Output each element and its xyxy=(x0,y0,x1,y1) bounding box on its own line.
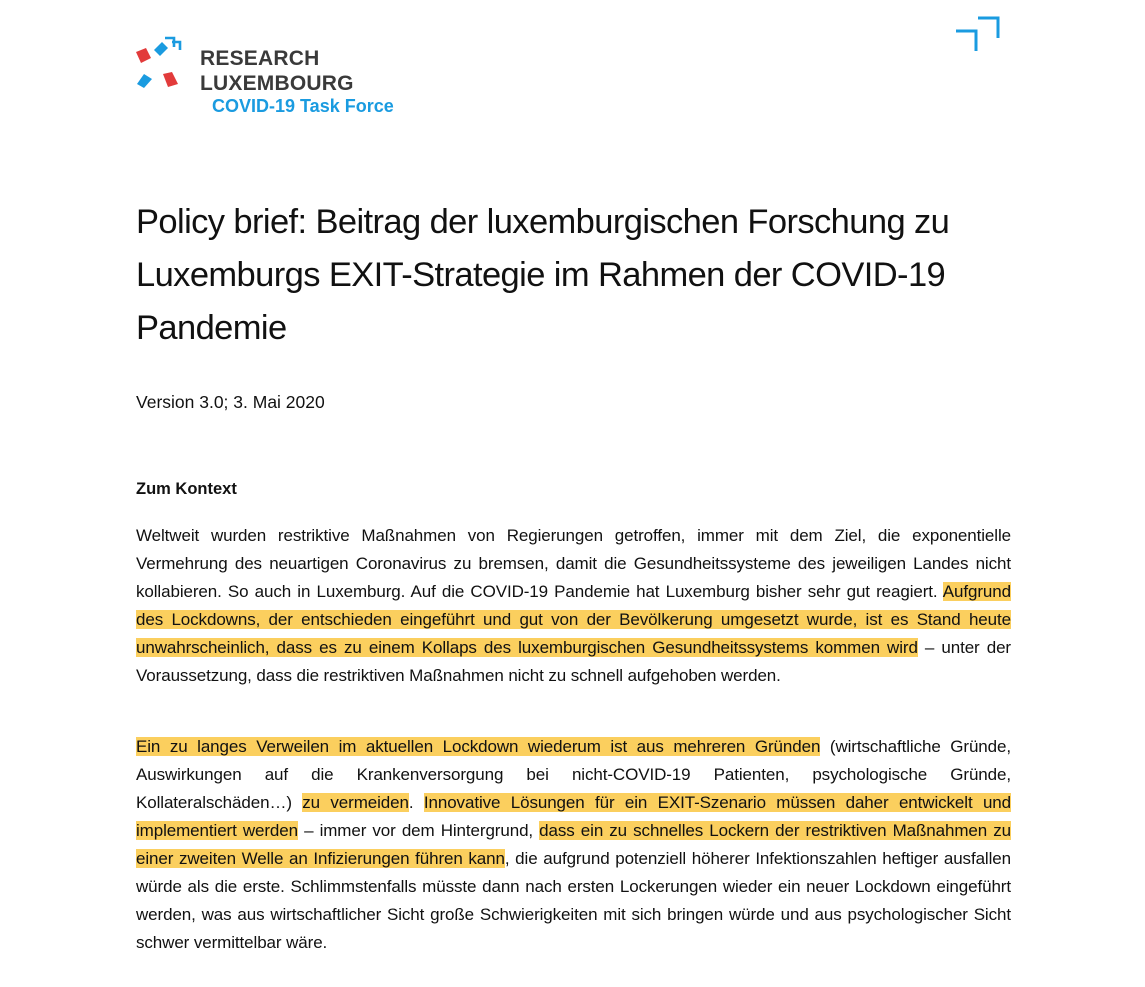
version-line: Version 3.0; 3. Mai 2020 xyxy=(136,392,325,412)
text-span: . xyxy=(408,793,424,812)
highlighted-text: Ein zu langes Verweilen im aktuellen Lockdown wiederum ist aus mehreren Gründen xyxy=(136,737,821,756)
logo-subtitle: COVID-19 Task Force xyxy=(212,96,394,116)
highlighted-text: Innovative Lösungen für ein EXIT-Szenario müssen daher entwickelt und implementiert werden xyxy=(136,793,1012,840)
corner-arrow-icon xyxy=(952,14,1002,54)
paragraph-context-1 xyxy=(136,522,1011,690)
text-span: , die aufgrund potenziell höherer Infektionszahlen heftiger ausfallen würde als die erste. Schlimmstenfalls müsste dann nach ersten Lockerungen wieder ein neuer Lockdown eingeführt werden, was aus wirtschaftlicher Sicht große Schwierigkeiten mit sich bringen würde und aus psychologischer Sicht schwer vermittelbar wäre. xyxy=(136,849,1011,952)
paragraph-context-2 xyxy=(136,733,1011,957)
text-span: – unter der Voraussetzung, dass die restriktiven Maßnahmen nicht zu schnell aufgehoben werden. xyxy=(136,638,1011,685)
highlighted-text: Aufgrund des Lockdowns, der entschieden eingeführt und gut von der Bevölkerung umgesetzt wurde, ist es Stand heute unwahrscheinlich, dass es zu einem Kollaps des luxemburgischen Gesundheitssystems kommen wird xyxy=(136,582,1011,657)
logo-wordmark xyxy=(200,46,354,96)
logo-mark-icon xyxy=(134,36,184,96)
logo-line-research: RESEARCH xyxy=(200,47,320,70)
text-span: Weltweit wurden restriktive Maßnahmen von Regierungen getroffen, immer mit dem Ziel, die exponentielle Vermehrung des neuartigen Coronavirus zu bremsen, damit die Gesundheitssysteme des jeweiligen Landes nicht kollabieren. So auch in Luxemburg. Auf die COVID-19 Pandemie hat Luxemburg bisher sehr gut reagiert. xyxy=(136,526,1011,601)
document-title: Policy brief: Beitrag der luxemburgischen Forschung zu Luxemburgs EXIT-Strategie im Rahmen der COVID-19 Pandemie xyxy=(136,203,950,347)
text-span: – immer vor dem Hintergrund, xyxy=(298,821,540,840)
logo-line-luxembourg: LUXEMBOURG xyxy=(200,72,354,95)
highlighted-text: dass ein zu schnelles Lockern der restriktiven Maßnahmen zu einer zweiten Welle an Infizierungen führen kann xyxy=(136,821,1011,868)
section-heading: Zum Kontext xyxy=(136,480,237,498)
highlighted-text: zu vermeiden xyxy=(302,793,409,812)
text-span: (wirtschaftliche Gründe, Auswirkungen auf die Krankenversorgung bei nicht-COVID-19 Patienten, psychologische Gründe, Kollateralschäden…) xyxy=(136,737,1011,812)
